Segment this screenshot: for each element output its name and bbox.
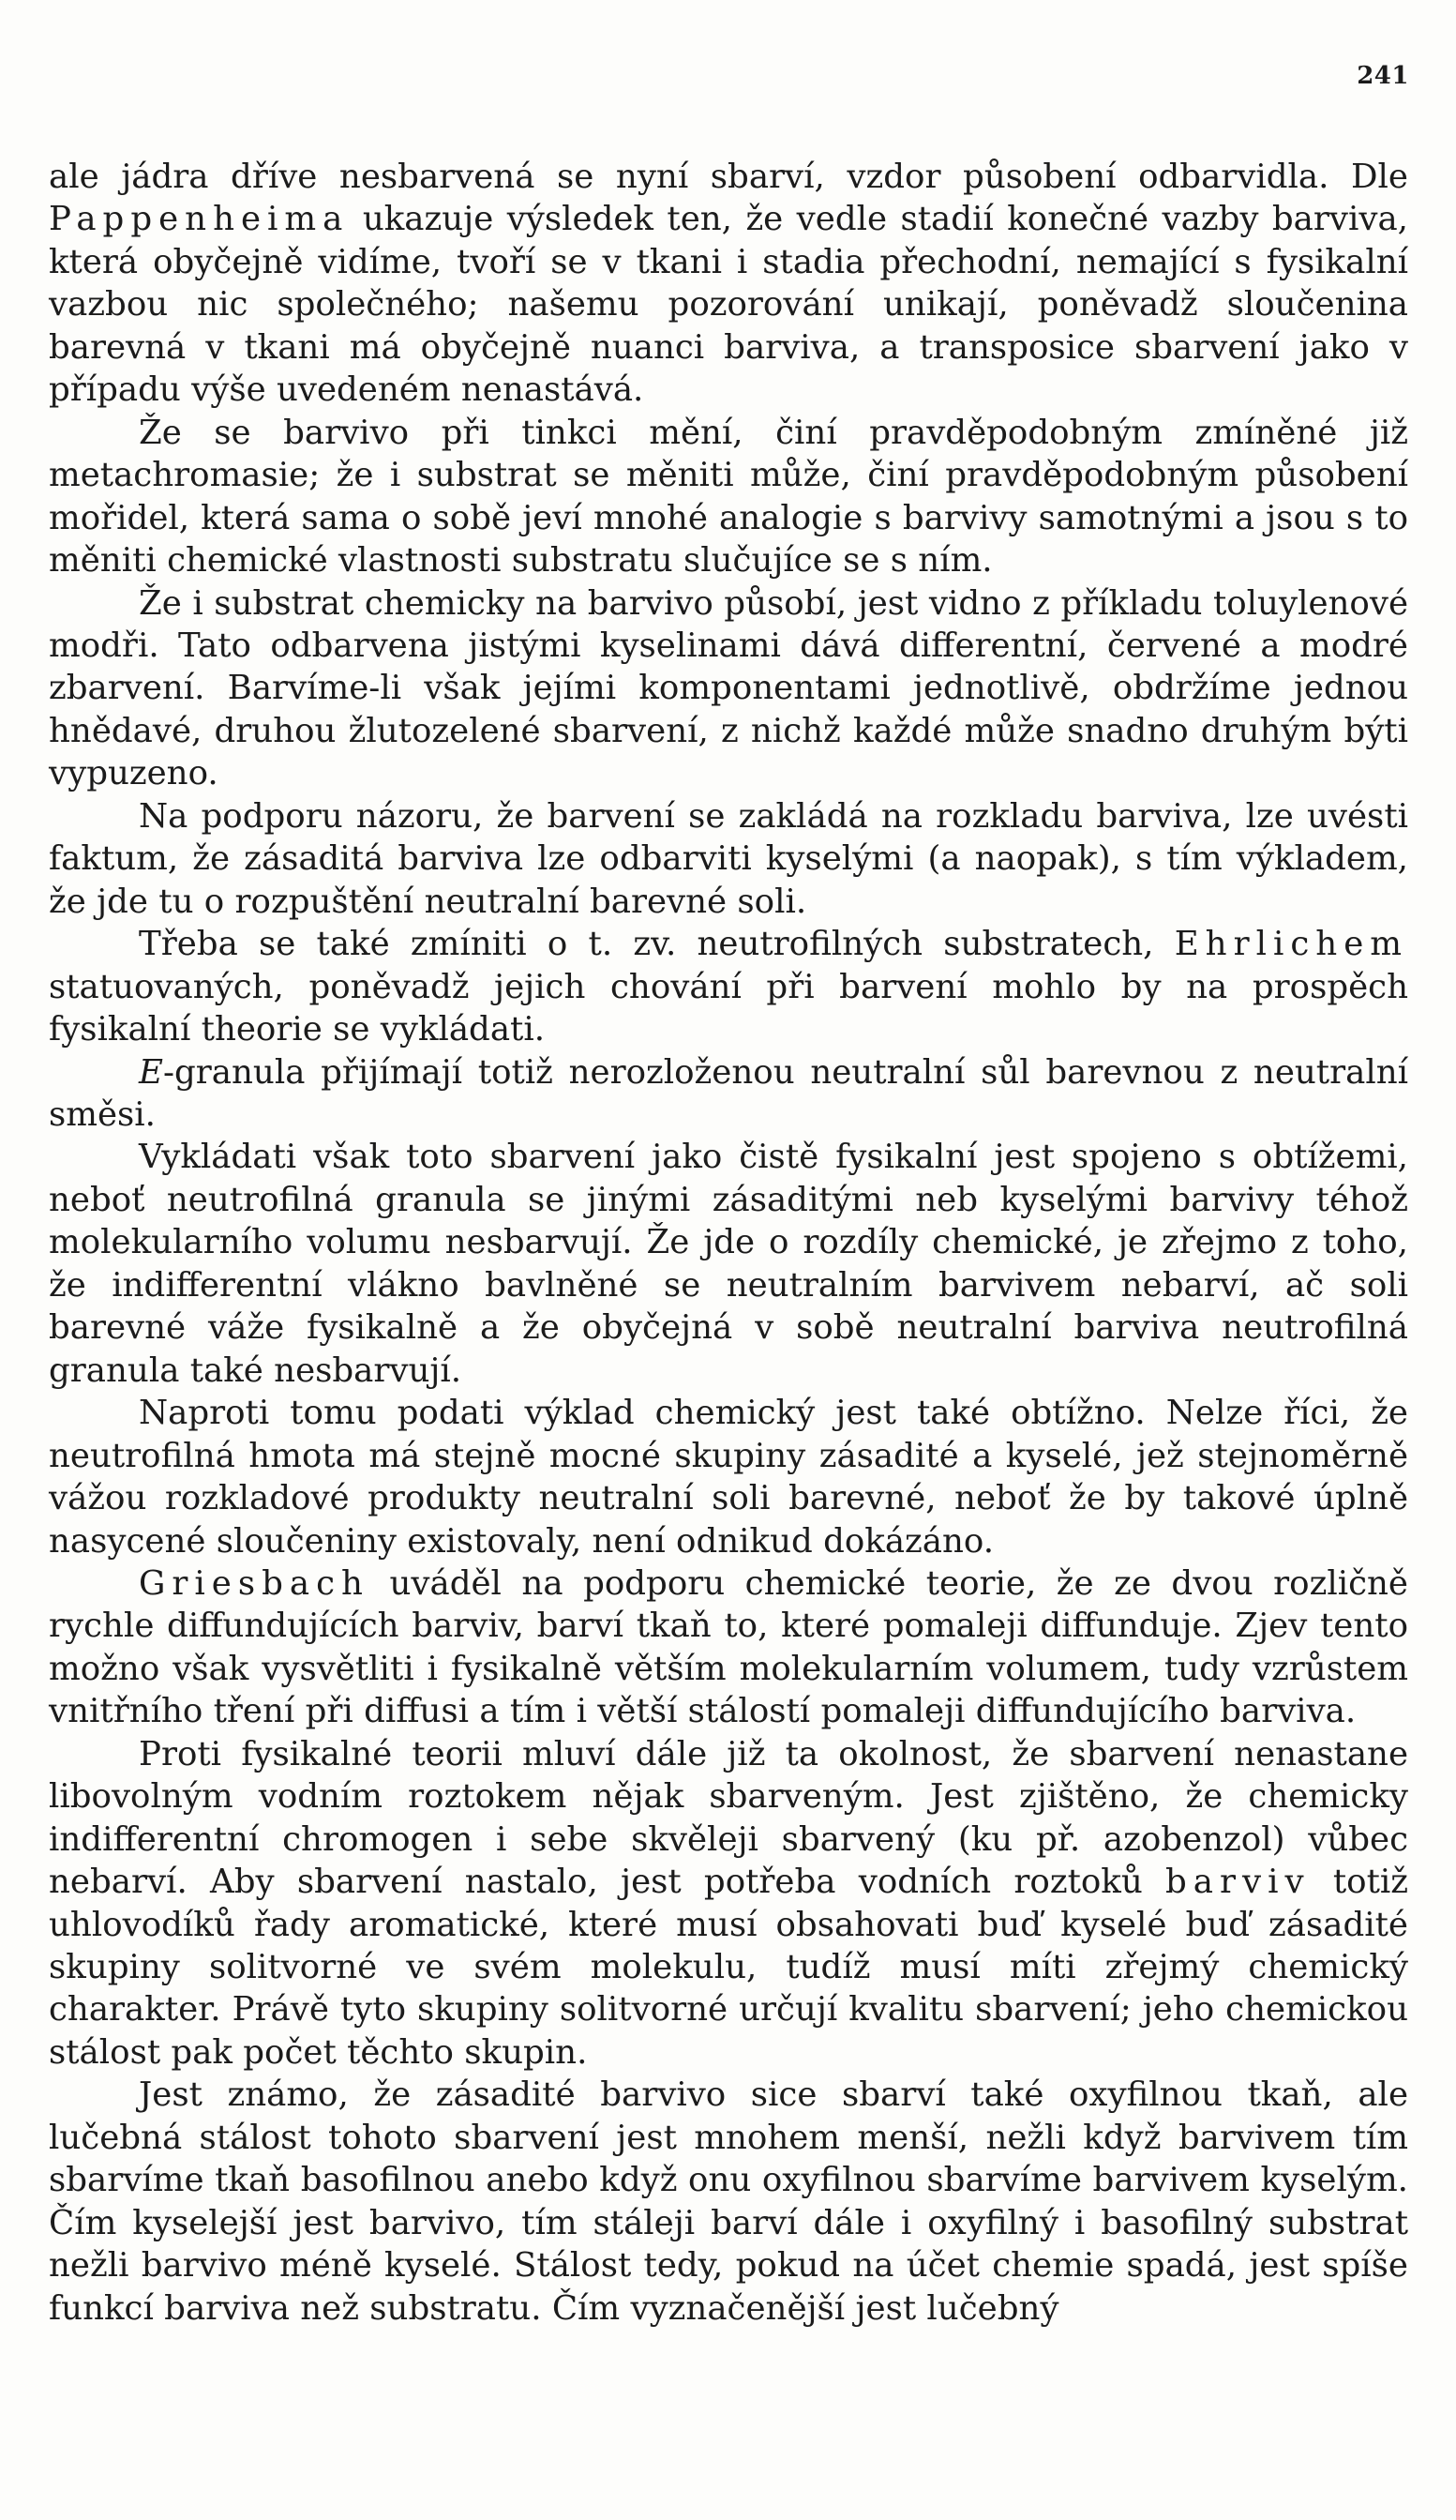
paragraph <box>49 1136 1408 1392</box>
text-segment: totiž uhlovodíků řady aromatické, které musí obsahovati buď kyselé buď zásadité skupiny solitvorné ve svém molekulu, tudíž musí míti zřejmý chemický charakter. Právě tyto skupiny solitvorné určují kvalitu sbarvení; jeho chemickou stálost pak počet těchto skupin. <box>49 1863 1409 2072</box>
body-text <box>49 156 1408 2330</box>
italic-text: E <box>139 1052 163 1092</box>
text-segment: Na podporu názoru, že barvení se zakládá na rozkladu barviva, lze uvésti faktum, že zásaditá barviva lze odbarviti kyselými (a naopak), s tím výkladem, že jde tu o rozpuštění neutralní barevné soli. <box>49 796 1408 921</box>
text-segment: Naproti tomu podati výklad chemický jest také obtížno. Nelze říci, že neutrofilná hmota má stejně mocné skupiny zásadité a kyselé, jež stejnoměrně vážou rozkladové produkty neutralní soli barevné, neboť že by takové úplně nasycené sloučeniny existovaly, není odnikud dokázáno. <box>49 1394 1408 1561</box>
paragraph <box>49 1562 1408 1733</box>
paragraph <box>49 2074 1408 2330</box>
paragraph <box>49 1733 1408 2075</box>
text-segment: Že i substrat chemicky na barvivo působí, jest vidno z příkladu toluylenové modři. Tato odbarvena jistými kyselinami dává differentní, červené a modré zbarvení. Barvíme-li však jejími komponentami jednotlivě, obdržíme jednou hnědavé, druhou žlutozelené sbarvení, z nichž každé může snadno druhým býti vypuzeno. <box>49 583 1408 793</box>
text-segment: Jest známo, že zásadité barvivo sice sbarví také oxyfilnou tkaň, ale lučebná stálost tohoto sbarvení jest mnohem menší, nežli když barvivem tím sbarvíme tkaň basofilnou anebo když onu oxyfilnou sbarvíme barvivem kyselým. Čím kyselejší jest barvivo, tím stáleji barví dále i oxyfilný i basofilný substrat nežli barvivo méně kyselé. Stálost tedy, pokud na účet chemie spadá, jest spíše funkcí barviva než substratu. Čím vyznačenější jest lučebný <box>49 2075 1408 2328</box>
text-segment: ukazuje výsledek ten, že vedle stadií konečné vazby barviva, která obyčejně vidíme, tvoří se v tkani i stadia přechodní, nemající s fysikalní vazbou nic společného; našemu pozorování unikají, poněvadž sloučenina barevná v tkani má obyčejně nuanci barviva, a transposice sbarvení jako v případu výše uvedeném nenastává. <box>49 200 1408 410</box>
text-segment: ale jádra dříve nesbarvená se nyní sbarví, vzdor působení odbarvidla. Dle <box>49 158 1408 196</box>
paragraph <box>49 795 1408 923</box>
text-segment: -granula přijímají totiž nerozloženou neutralní sůl barevnou z neutralní směsi. <box>49 1052 1408 1134</box>
text-segment: Vykládati však toto sbarvení jako čistě fysikalní jest spojeno s obtížemi, neboť neutrofilná granula se jinými zásaditými neb kyselými barvivy téhož molekularního volumu nesbarvují. Že jde o rozdíly chemické, je zřejmo z toho, že indifferentní vlákno bavlněné se neutralním barvivem nebarví, ač soli barevné váže fysikalně a že obyčejná v sobě neutralní barviva neutrofilná granula také nesbarvují. <box>49 1138 1408 1390</box>
paragraph <box>49 923 1408 1050</box>
spaced-name: barviv <box>1165 1863 1311 1902</box>
paragraph <box>49 1051 1408 1137</box>
paragraph <box>49 582 1408 795</box>
spaced-name: Griesbach <box>139 1563 369 1603</box>
paragraph <box>49 412 1408 582</box>
text-segment: statuovaných, poněvadž jejich chování při barvení mohlo by na prospěch fysikalní theorie se vykládati. <box>49 967 1408 1049</box>
text-segment: Proti fysikalné teorii mluví dále již ta okolnost, že sbarvení nenastane libovolným vodním roztokem nějak sbarveným. Jest zjištěno, že chemicky indifferentní chromogen i sebe skvěleji sbarvený (ku př. azobenzol) vůbec nebarví. Aby sbarvení nastalo, jest potřeba vodních roztoků <box>49 1734 1408 1902</box>
text-segment: uváděl na podporu chemické teorie, že ze dvou rozličně rychle diffundujících barviv, barví tkaň to, které pomaleji diffunduje. Zjev tento možno však vysvětliti i fysikalně větším molekularním volumem, tudy vzrůstem vnitřního tření při diffusi a tím i větší stálostí pomaleji diffundujícího barviva. <box>49 1563 1408 1731</box>
page-number: 241 <box>1357 62 1409 90</box>
paragraph <box>49 156 1408 412</box>
text-segment: Třeba se také zmíniti o t. zv. neutrofilných substratech, <box>139 925 1175 964</box>
spaced-name: Pappenheima <box>49 200 350 239</box>
text-segment: Že se barvivo při tinkci mění, činí pravděpodobným zmíněné již metachromasie; že i substrat se měniti může, činí pravděpodobným působení mořidel, která sama o sobě jeví mnohé analogie s barvivy samotnými a jsou s to měniti chemické vlastnosti substratu slučujíce se s ním. <box>49 413 1408 581</box>
spaced-name: Ehrlichem <box>1174 925 1408 964</box>
paragraph <box>49 1392 1408 1562</box>
